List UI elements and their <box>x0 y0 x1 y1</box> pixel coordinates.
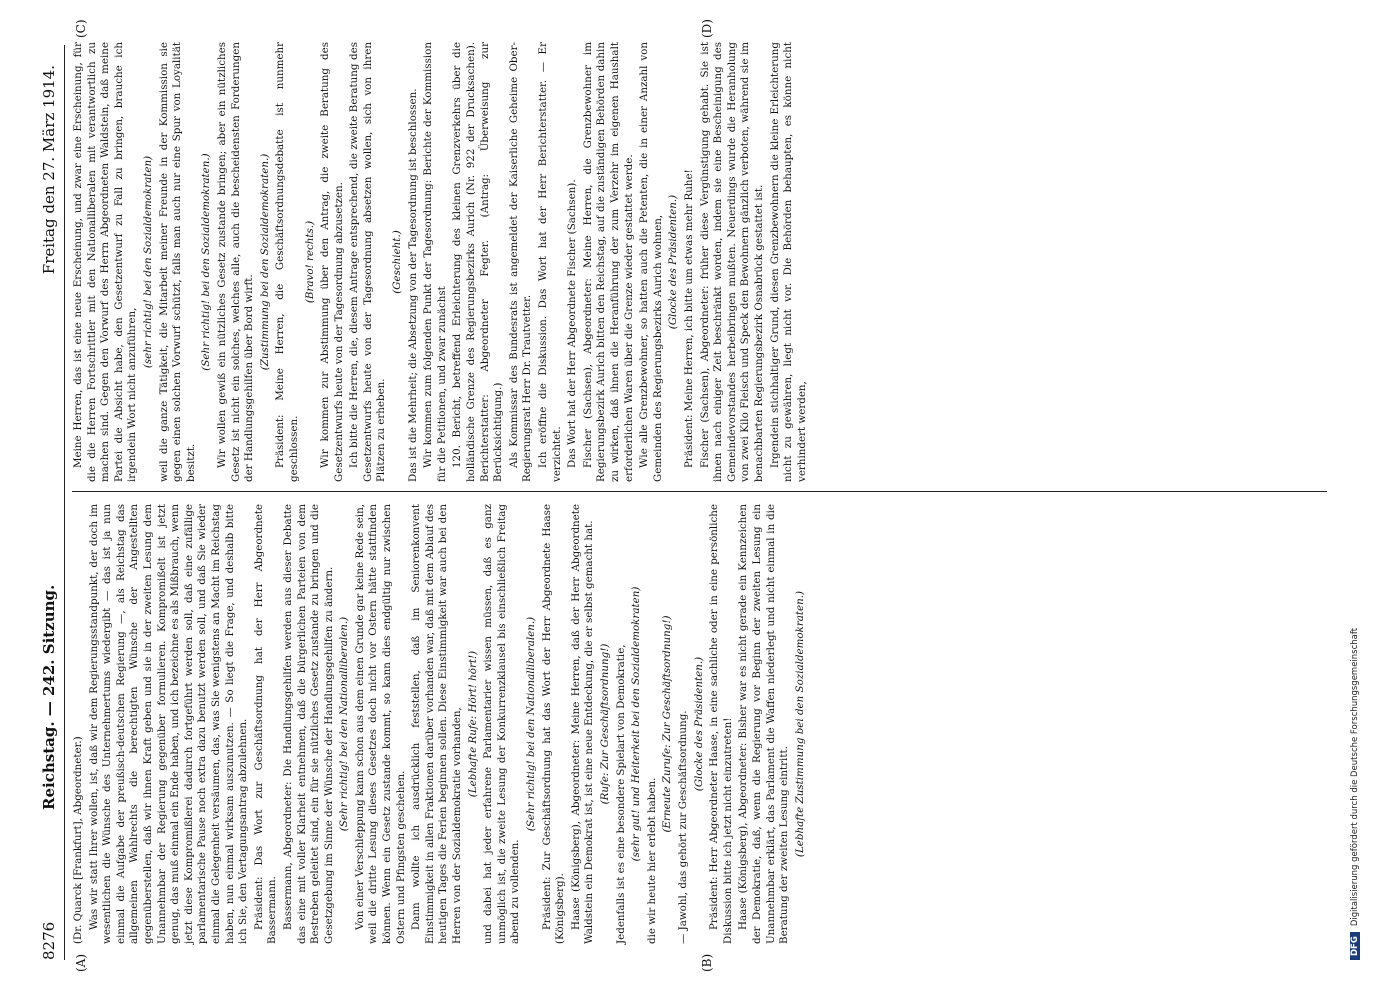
paragraph: Meine Herren, das ist eine neue Erscheinung, und zwar eine Erscheinung, für die die Herren Fortschrittler mit den Nationalliberalen mit verantwortlich zu machen sind. Gegen den Vorwurf des Herrn Abgeordneten Waldstein, daß meine Partei die Absicht habe, den Gesetzentwurf zu Fall zu bringen, brauche ich irgendein Wort nicht anzuführen, <box>72 42 139 482</box>
paragraph: Präsident: Zur Geschäftsordnung hat das Wort der Herr Abgeordnete Haase (Königsberg). <box>540 504 567 944</box>
paragraph: Irgendein stichhaltiger Grund, diesen Grenzbewohnern die kleine Erleichterung nicht zu gewähren, liegt nicht vor. Die Behörden behaupten, es könne nicht verhindert werden, <box>768 42 808 482</box>
paragraph: Präsident: Das Wort zur Geschäftsordnung hat der Herr Abgeordnete Bassermann. <box>252 504 279 944</box>
paragraph: Wir wollen gewiß ein nützliches Gesetz zustande bringen; aber ein nützliches Gesetz ist nicht ein solches, welches alle, auch die bescheidensten Forderungen der Handlungsgehilfen über Bord wirft. <box>215 42 256 482</box>
interjection: (Rufe: Zur Geschäftsordnung!) <box>598 643 611 805</box>
paragraph: weil die ganze Tätigkeit, die Mitarbeit meiner Freunde in der Kommission sie gegen einen solchen Vorwurf schützt, falls man auch nur eine Spur von Loyalität besitzt. <box>157 42 197 482</box>
interjection: (Zustimmung bei den Sozialdemokraten.) <box>258 153 271 371</box>
dfg-logo: DFG <box>1350 932 1360 960</box>
interjection: (Glocke des Präsidenten.) <box>667 194 680 330</box>
paragraph: Wir kommen zur Abstimmung über den Antrag, die zweite Beratung des Gesetzentwurfs heute von der Tagesordnung abzusetzen. <box>319 42 345 482</box>
paragraph: Präsident: Herr Abgeordneter Haase, in eine sachliche oder in eine persönliche Diskussion bitte ich jetzt nicht einzutreten! <box>708 504 734 944</box>
margin-mark-c: (C) <box>74 19 88 38</box>
paragraph: Ich bitte die Herren, die, diesem Antrage entsprechend, die zweite Beratung des Gesetzentwurfs heute von der Tagesordnung absetzen wollen, sich von ihren Plätzen zu erheben. <box>348 42 388 482</box>
paragraph: Das ist die Mehrheit; die Absetzung von der Tagesordnung ist beschlossen. <box>406 88 419 482</box>
page-number: 8276 <box>40 921 58 960</box>
session-date: Freitag den 27. März 1914. <box>40 65 58 275</box>
paragraph: Was wir statt Ihrer wollen, ist, daß wir dem Regierungsstandpunkt, der doch im wesentlichen die Wünsche des Unternehmertums wiedergibt — das ist ja nun einmal die Aufgabe der preußisch-deutschen Regierung —, als Reichstag das allgemeinen Wahlrechts die berechtigten Wünsche der Angestellten gegenüberstellen, daß wir ihnen Kraft geben und sie in der zweiten Lesung dem Unannehmbar der Regierung gegenüber formulieren. Kompromißelt ist jetzt genug, das muß einmal ein Ende haben, und ich bezeichne es als Mißbrauch, wenn jetzt diese Kompromißlerei dadurch fortgeführt werden soll, daß eine zufällige parlamentarische Pause noch extra dazu benutzt werden soll, und daß Sie wieder einmal die Gelegenheit versäumen, das, was Sie wenigstens an Macht im Reichstag haben, nun einmal wirksam auszunutzen. — So liegt die Frage, und deshalb bitte ich Sie, den Vertagungsantrag abzulehnen. <box>87 504 250 944</box>
left-column <box>72 504 807 944</box>
paragraph: Jedenfalls ist es eine besondere Spielart von Demokratie, <box>614 644 627 944</box>
interjection: (Bravo! rechts.) <box>303 220 316 304</box>
margin-mark-d: (D) <box>700 19 714 38</box>
paragraph: Ich eröffne die Diskussion. Das Wort hat der Herr Berichterstatter. — Er verzichtet. <box>537 42 563 482</box>
paragraph: — Jawohl, das gehört zur Geschäftsordnung. <box>676 710 689 944</box>
credit-text: Digitalisierung gefördert durch die Deutsche Forschungsgemeinschaft <box>1350 627 1360 927</box>
column-divider <box>72 491 1327 492</box>
paragraph: Wir kommen zum folgenden Punkt der Tagesordnung: Berichte der Kommission für die Petitionen, und zwar zunächst <box>422 42 448 482</box>
paragraph: Präsident: Meine Herren, die Geschäftsordnungsdebatte ist nunmehr geschlossen. <box>274 42 300 482</box>
interjection: (Lebhafte Zustimmung bei den Sozialdemokraten.) <box>793 590 806 858</box>
interjection: (sehr gut! und Heiterkeit bei den Sozialdemokraten) <box>630 586 643 862</box>
paragraph: Wie alle Grenzbewohner, so hatten auch die Petenten, die in einer Anzahl von Gemeinden des Regierungsbezirks Aurich wohnen, <box>638 42 664 482</box>
paragraph: Fischer (Sachsen), Abgeordneter: früher diese Vergünstigung gehabt. Sie ist ihnen nach einiger Zeit beschränkt worden, indem sie eine Bescheinigung des Gemeindevorstandes herbeibringen mußten. Neuerdings wurde die Heranholung von zwei Kilo Fleisch und Speck den Bewohnern gänzlich verboten, während sie im benachbarten Regierungsbezirk Osnabrück gestattet ist. <box>698 42 765 482</box>
paragraph: Haase (Königsberg), Abgeordneter: Meine Herren, daß der Herr Abgeordnete Waldstein ein Demokrat ist, ist eine neue Entdeckung, die er selbst gemacht hat. <box>569 504 596 944</box>
header-rule <box>64 45 65 960</box>
interjection: (Erneute Zurufe: Zur Geschäftsordnung!) <box>661 615 674 833</box>
paragraph: Das Wort hat der Herr Abgeordnete Fischer (Sachsen). <box>566 179 579 468</box>
interjection: (sehr richtig! bei den Sozialdemokraten) <box>141 155 154 369</box>
interjection: (Sehr richtig! bei den Nationalliberalen.) <box>338 616 351 832</box>
interjection: (Lebhafte Rufe: Hört! hört!) <box>466 650 479 798</box>
paragraph: Von einer Verschleppung kann schon aus dem einen Grunde gar keine Rede sein, weil die dritte Lesung dieses Gesetzes doch nicht vor Ostern hätte stattfinden können. Wenn ein Gesetz zustande kommt, so kann dies endgültig nur zwischen Ostern und Pfingsten geschehen. <box>353 504 407 944</box>
paragraph: und dabei hat jeder erfahrene Parlamentarier wissen müssen, daß es ganz unmöglich ist, die zweite Lesung der Konkurrenzklausel bis einschließlich Freitag abend zu vollenden. <box>482 504 522 944</box>
digitization-credit <box>1350 20 1360 960</box>
right-column <box>72 42 809 482</box>
interjection: (Geschieht.) <box>391 230 404 294</box>
interjection: (Sehr richtig! bei den Sozialdemokraten.) <box>200 153 213 371</box>
interjection: (Sehr richtig! bei den Nationalliberalen.) <box>525 616 537 832</box>
paragraph: Als Kommissar des Bundesrats ist angemeldet der Kaiserliche Geheime Ober-Regierungsrat Herr Dr. Trautvetter. <box>507 42 534 482</box>
paragraph: Haase (Königsberg), Abgeordneter: Bisher war es nicht gerade ein Kennzeichen der Demokratie, daß, wenn die Regierung vor Beginn der zweiten Lesung ein Unannehmbar erklärt, das Parlament die Waffen niederlegt und nicht einmal in die Beratung der zweiten Lesung eintritt. <box>737 504 791 944</box>
paragraph: Präsident: Meine Herren, ich bitte um etwas mehr Ruhe! <box>682 169 695 468</box>
page-header <box>38 45 64 960</box>
paragraph: (Dr. Quarck [Frankfurt], Abgeordneter.) <box>72 736 84 944</box>
paragraph: Dann wollte ich ausdrücklich feststellen, daß im Seniorenkonvent Einstimmigkeit in allen Fraktionen darüber vorhanden war, daß mit dem Ablauf des heutigen Tages die Ferien beginnen sollen. Diese Einstimmigkeit war auch bei den Herren von der Sozialdemokratie vorhanden, <box>410 504 464 944</box>
margin-mark-a: (A) <box>74 953 88 972</box>
paragraph: die wir heute hier erlebt haben. <box>645 777 658 944</box>
paragraph: Fischer (Sachsen), Abgeordneter: Meine Herren, die Grenzbewohner im Regierungsbezirk Aurich bitten den Reichstag, auf die zuständigen Behörden dahin zu wirken, daß ihnen die Heranführung der zum Verzehr im eigenen Haushalt erforderlichen Waren über die Grenze wieder gestattet werde. <box>581 42 635 482</box>
margin-mark-b: (B) <box>700 953 714 972</box>
paragraph: Bassermann, Abgeordneter: Die Handlungsgehilfen werden aus dieser Debatte das eine mit voller Klarheit entnehmen, daß die bürgerlichen Parteien von dem Bestreben geleitet sind, ein für sie nützliches Gesetz zustande zu bringen und die Gesetzgebung im Sinne der Wünsche der Handlungsgehilfen zu ändern. <box>281 504 335 944</box>
interjection: (Glocke des Präsidenten.) <box>692 656 705 792</box>
session-title: Reichstag. — 242. Sitzung. <box>40 584 58 810</box>
agenda-item: 120. Bericht, betreffend Erleichterung des kleinen Grenzverkehrs über die holländische Grenze des Regierungsbezirks Aurich (Nr. 922 der Drucksachen). Berichterstatter: Abgeordneter Fegter. (Antrag: Überweisung zur Berücksichtigung.) <box>451 42 505 482</box>
